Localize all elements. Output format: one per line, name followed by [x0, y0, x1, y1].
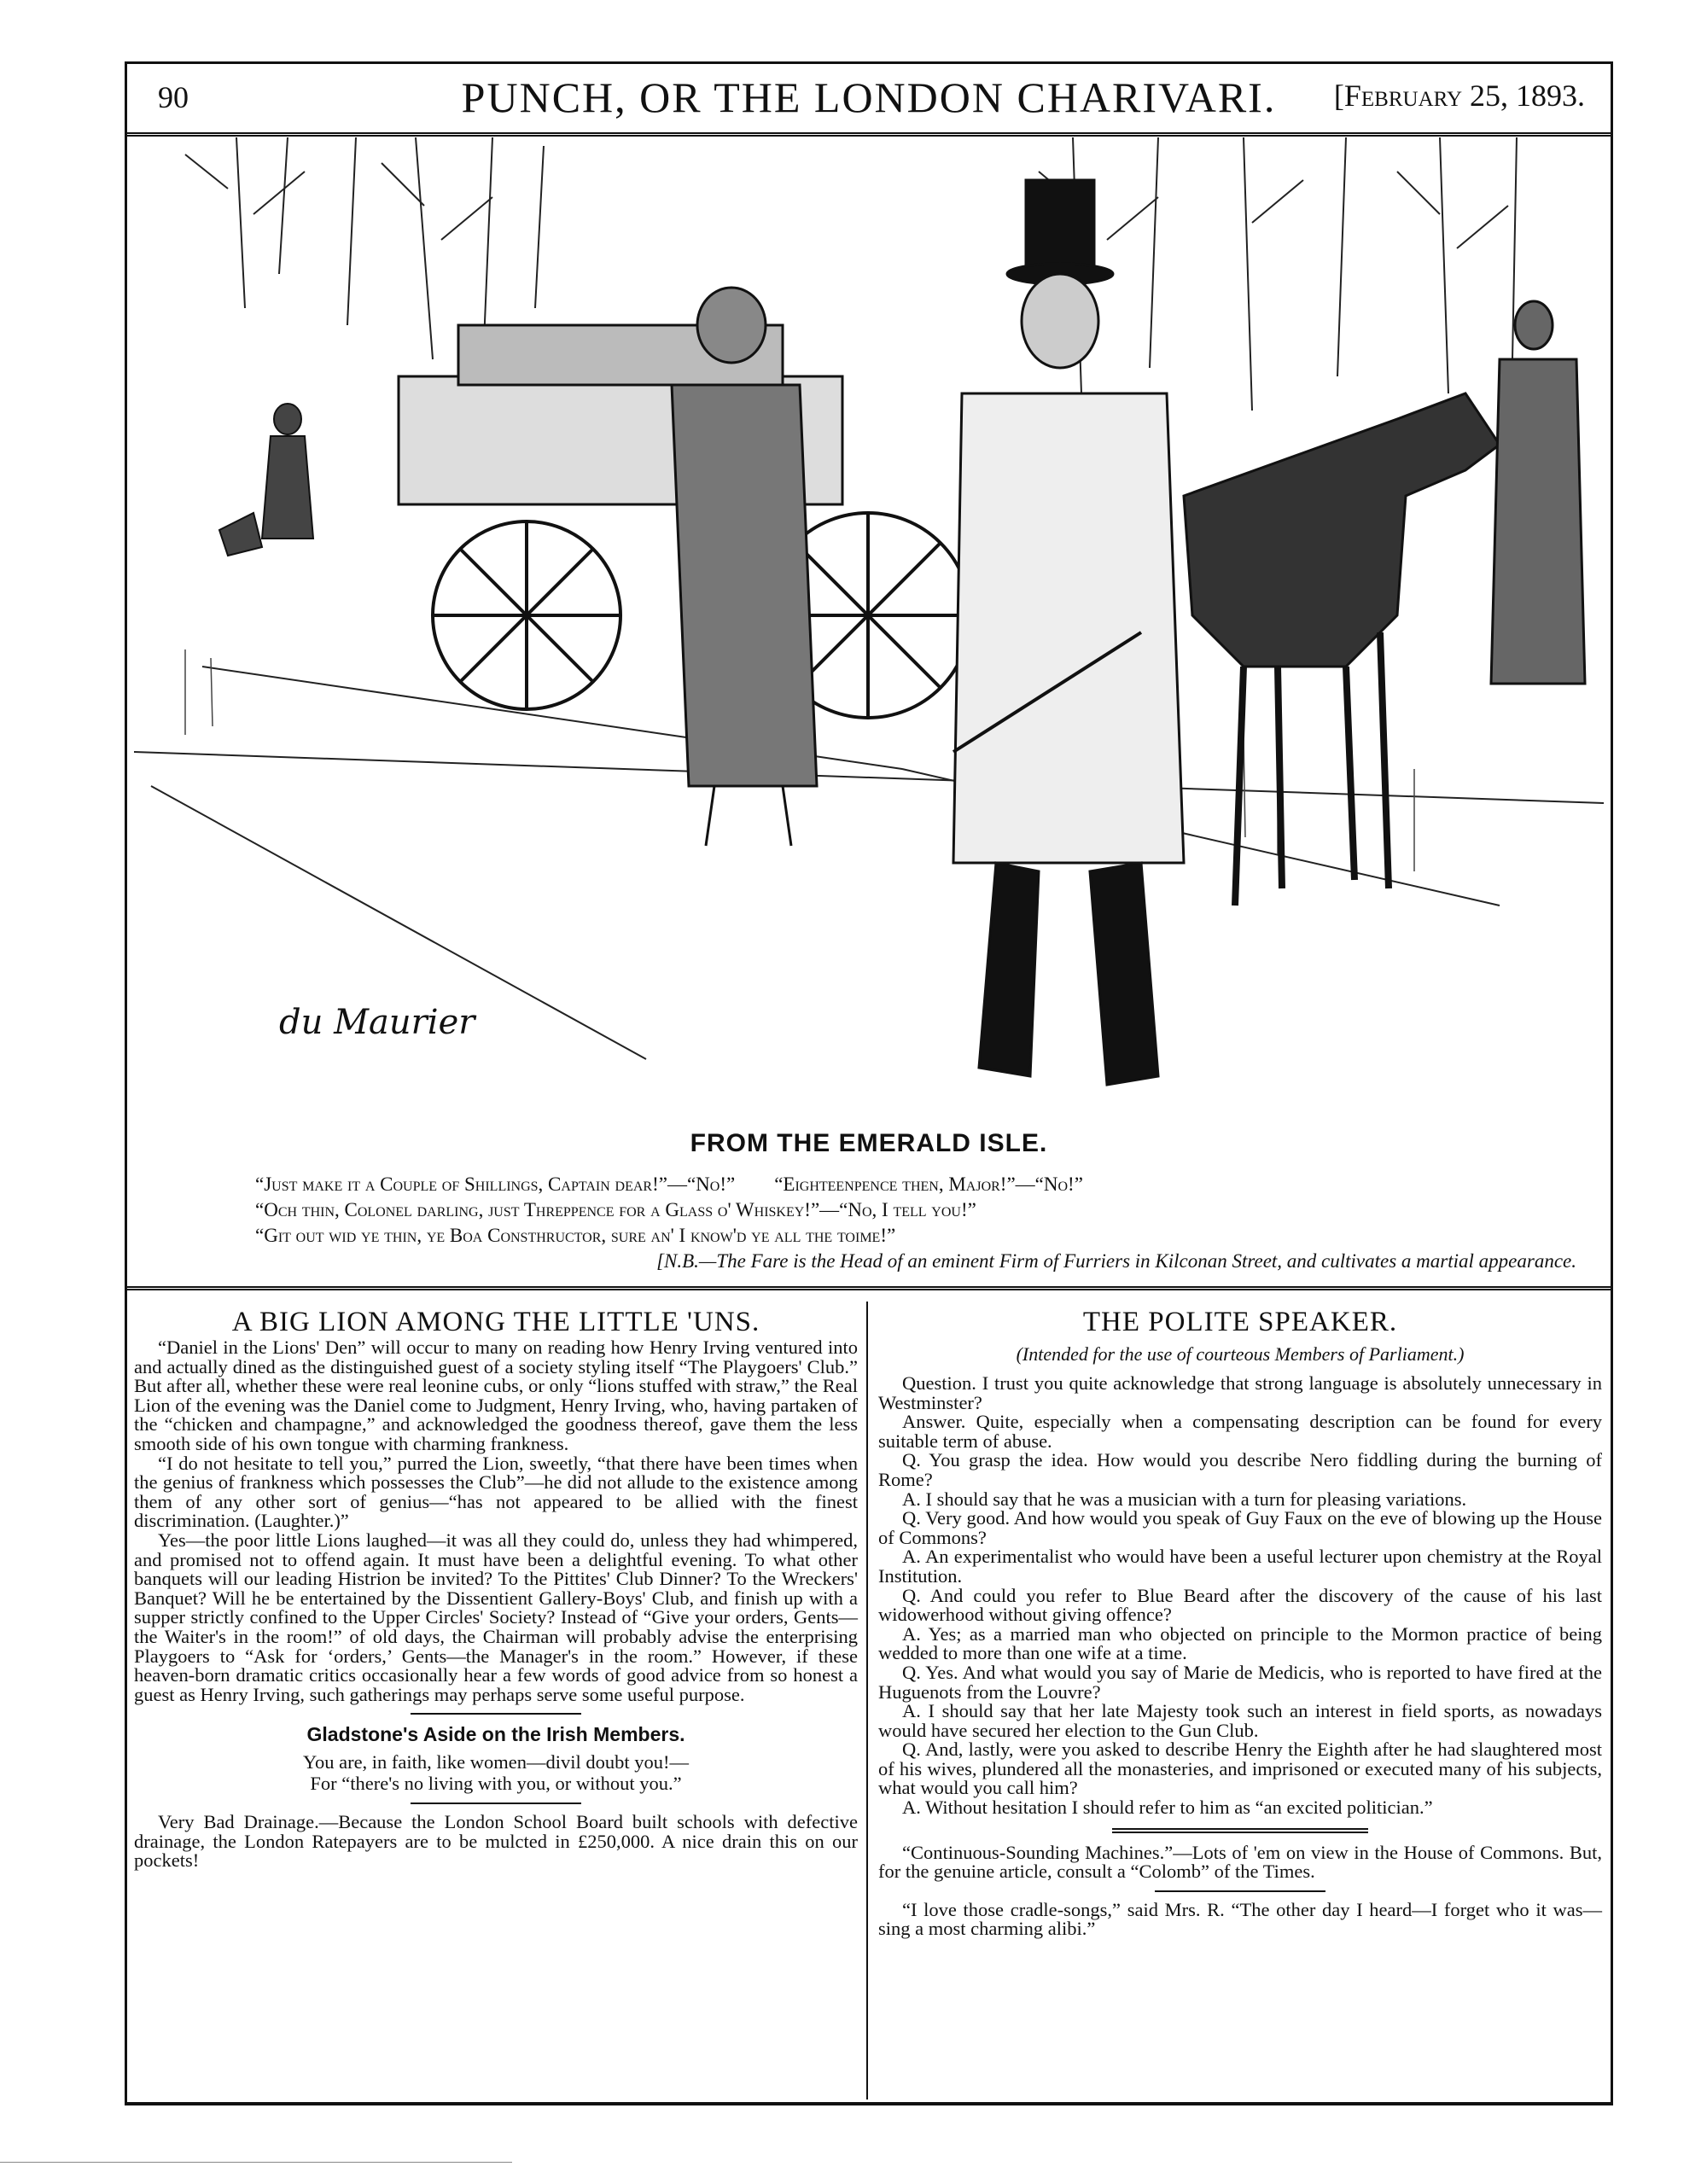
cartoon-caption [255, 1172, 1585, 1274]
qa-paragraph: Q. And, lastly, were you asked to describe Henry the Eighth after he had slaughtered most of his wives, plundered all the monasteries, and imprisoned or executed many of his subjects, what would you call him? [878, 1738, 1602, 1799]
caption-line: “Git out wid ye thin, ye Boa Consthructor, sure an' I know'd ye all the toime!” [255, 1225, 896, 1246]
qa-paragraph: A. An experimentalist who would have been a useful lecturer upon chemistry at the Royal Institution. [878, 1546, 1602, 1587]
right-column [878, 1307, 1602, 1939]
page-header [127, 64, 1611, 134]
qa-paragraph: Question. I trust you quite acknowledge that strong language is absolutely unnecessary in Westminster? [878, 1372, 1602, 1413]
left-column [134, 1307, 858, 1871]
qa-paragraph: A. Without hesitation I should refer to him as “an excited politician.” [902, 1797, 1433, 1819]
qa-paragraph: A. Yes; as a married man who objected on principle to the Mormon practice of being wedded to more than one wife at a time. [878, 1622, 1602, 1664]
divider [1155, 1890, 1325, 1892]
divider [411, 1713, 581, 1715]
page-frame [125, 61, 1613, 2105]
verse-line: For “there's no living with you, or without you.” [310, 1773, 682, 1795]
section-rule [127, 1286, 1611, 1290]
cradle-paragraph: “I love those cradle-songs,” said Mrs. R. “The other day I heard—I forget who it was—sing a most charming alibi.” [878, 1898, 1602, 1940]
aside-title: Gladstone's Aside on the Irish Members. [306, 1723, 685, 1746]
footer-rule [127, 2102, 1611, 2104]
scan-edge-line [0, 2162, 512, 2163]
header-rule [127, 132, 1611, 137]
page-number: 90 [158, 80, 189, 114]
caption-note: [N.B.—The Fare is the Head of an eminent Firm of Furriers in Kilconan Street, and cultivates a martial appearance. [656, 1250, 1576, 1272]
qa-paragraph: Q. And could you refer to Blue Beard after the discovery of the cause of his last widowerhood without giving offence? [878, 1584, 1602, 1626]
article-subtitle: (Intended for the use of courteous Members of Parliament.) [1016, 1343, 1465, 1365]
qa-paragraph: Q. You grasp the idea. How would you describe Nero fiddling during the burning of Rome? [878, 1449, 1602, 1490]
article-paragraph: “Daniel in the Lions' Den” will occur to many on reading how Henry Irving ventured into and actually dined as the distinguished guest of a society styling itself “The Playgoers' Club.” But after all, whether these were real leonine cubs, or only “lions stuffed with straw,” the Real Lion of the evening was the Daniel come to Judgment, Henry Irving, who, having partaken of the “chicken and champagne,” and acknowledged the goodness thereof, gave them the less smooth side of his own tongue with charming frankness. [134, 1337, 858, 1454]
drainage-paragraph: Very Bad Drainage.—Because the London School Board built schools with defective drainage, the London Ratepayers are to be mulcted in £250,000. A nice drain this on our pockets! [134, 1811, 858, 1872]
machines-paragraph: “Continuous-Sounding Machines.”—Lots of 'em on view in the House of Commons. But, for the genuine article, consult a “Colomb” of the Times. [878, 1841, 1602, 1883]
cartoon-illustration [134, 137, 1604, 1123]
column-divider [866, 1302, 868, 2100]
article-title: THE POLITE SPEAKER. [1082, 1307, 1398, 1337]
cartoon-signature: du Maurier [279, 1003, 475, 1042]
cartoon-title: FROM THE EMERALD ISLE. [690, 1129, 1048, 1157]
qa-paragraph: Q. Very good. And how would you speak of Guy Faux on the eve of blowing up the House of Commons? [878, 1507, 1602, 1548]
article-paragraph: “I do not hesitate to tell you,” purred the Lion, sweetly, “that there have been times when the genius of frankness which possesses the Club”—he did not allude to the existence among them of any other sort of genius—“has not appeared to be allied with the finest discrimination. (Laughter.)” [134, 1452, 858, 1532]
article-title: A BIG LION AMONG THE LITTLE 'UNS. [231, 1307, 760, 1337]
qa-paragraph: A. I should say that her late Majesty took such an interest in field sports, as nowadays would have secured her election to the Gun Club. [878, 1700, 1602, 1741]
verse-line: You are, in faith, like women—divil doubt you!— [302, 1751, 690, 1773]
qa-paragraph: Q. Yes. And what would you say of Marie de Medicis, who is reported to have fired at the Huguenots from the Louvre? [878, 1661, 1602, 1703]
issue-date: [February 25, 1893. [1333, 79, 1585, 113]
article-paragraph: Yes—the poor little Lions laughed—it was all they could do, unless they had whimpered, and promised not to offend again. It must have been a delightful evening. To what other banquets will our leading Histrion be invited? To the Pittites' Club Dinner? To the Wreckers' Banquet? Will he be entertained by the Dissentient Gallery-Boys' Club, and finish up with a supper strictly confined to the Upper Circles' Society? Instead of “Give your orders, Gents—the Waiter's in the room!” of old days, the Chairman will probably advise the enterprising Playgoers to “Ask for ‘orders,’ Gents—the Manager's in the room.” However, if these heaven-born dramatic critics occasionally hear a few words of good advice from so honest a guest as Henry Irving, such gatherings may perhaps serve some useful purpose. [134, 1529, 858, 1705]
qa-paragraph: Answer. Quite, especially when a compensating description can be found for every suitable term of abuse. [878, 1411, 1602, 1452]
masthead: PUNCH, OR THE LONDON CHARIVARI. [461, 73, 1277, 121]
divider [1112, 1828, 1368, 1833]
caption-line: “Och thin, Colonel darling, just Threppence for a Glass o' Whiskey!”—“No, I tell you!” [255, 1199, 976, 1220]
caption-line: “Just make it a Couple of Shillings, Captain dear!”—“No!” “Eighteenpence then, Major!”—“No!” [255, 1174, 1083, 1195]
divider [411, 1803, 581, 1804]
qa-paragraph: A. I should say that he was a musician with a turn for pleasing variations. [902, 1488, 1467, 1510]
